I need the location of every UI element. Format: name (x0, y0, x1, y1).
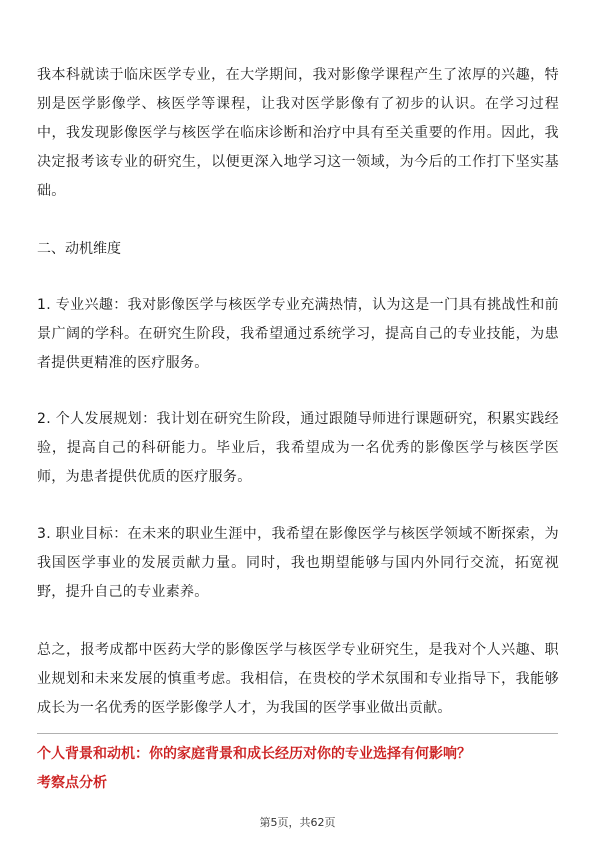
section-title: 二、动机维度 (37, 241, 121, 257)
motivation-item-2: 2. 个人发展规划：我计划在研究生阶段，通过跟随导师进行课题研究，积累实践经验，提高自己的科研能力。毕业后，我希望成为一名优秀的影像医学与核医学医师，为患者提供优质的医疗服务。 (37, 411, 559, 485)
page-number: 第5页，共62页 (259, 816, 336, 829)
motivation-item-3: 3. 职业目标：在未来的职业生涯中，我希望在影像医学与核医学领域不断探索，为我国医学事业的发展贡献力量。同时，我也期望能够与国内外同行交流，拓宽视野，提升自己的专业素养。 (37, 526, 559, 600)
intro-paragraph: 我本科就读于临床医学专业，在大学期间，我对影像学课程产生了浓厚的兴趣，特别是医学影像学、核医学等课程，让我对医学影像有了初步的认识。在学习过程中，我发现影像医学与核医学在临床诊断和治疗中具有至关重要的作用。因此，我决定报考该专业的研究生，以便更深入地学习这一领域，为今后的工作打下坚实基础。 (37, 67, 559, 199)
conclusion-paragraph: 总之，报考成都中医药大学的影像医学与核医学专业研究生，是我对个人兴趣、职业规划和未来发展的慎重考虑。我相信，在贵校的学术氛围和专业指导下，我能够成长为一名优秀的医学影像学人才，为我国的医学事业做出贡献。 (37, 642, 559, 716)
motivation-item-1: 1. 专业兴趣：我对影像医学与核医学专业充满热情，认为这是一门具有挑战性和前景广阔的学科。在研究生阶段，我希望通过系统学习，提高自己的专业技能，为患者提供更精准的医疗服务。 (37, 297, 559, 371)
analysis-label: 考察点分析 (37, 775, 107, 791)
divider-line (37, 733, 558, 734)
question-heading: 个人背景和动机：你的家庭背景和成长经历对你的专业选择有何影响？ (37, 746, 471, 762)
